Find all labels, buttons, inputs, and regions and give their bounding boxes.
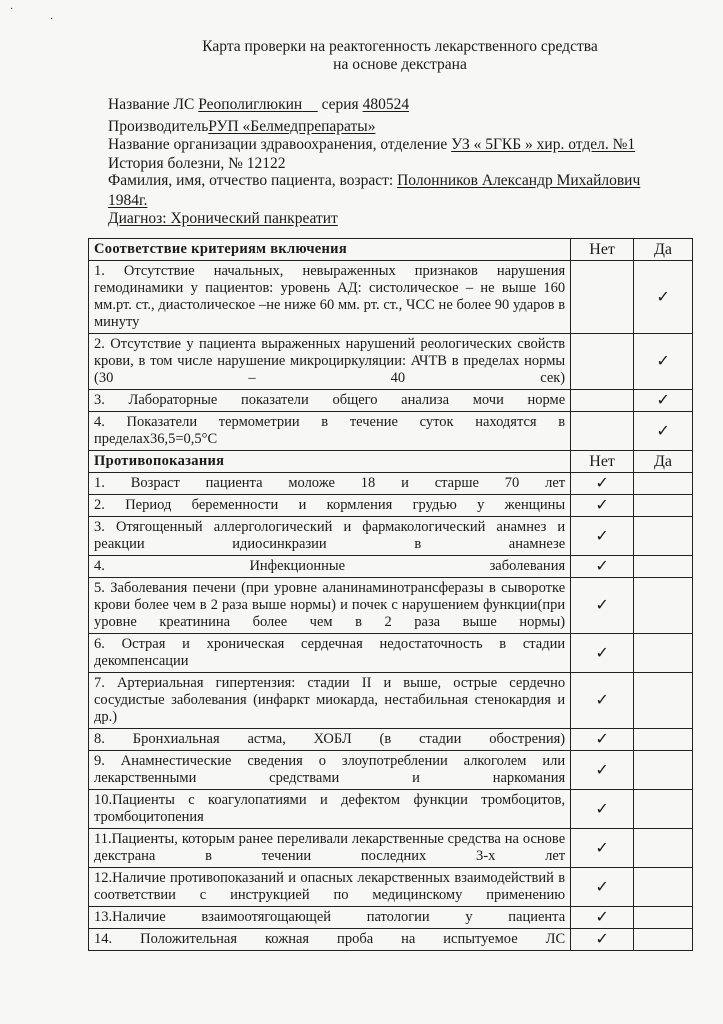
contraindication-yes-mark: [634, 868, 693, 907]
inclusion-row: [89, 261, 693, 334]
inclusion-header-row: [89, 239, 693, 261]
contraindication-row: [89, 751, 693, 790]
inclusion-row: [89, 334, 693, 390]
inclusion-row: [89, 412, 693, 451]
series-label: серия: [321, 96, 363, 113]
contraindication-yes-mark: [634, 556, 693, 578]
patient-line: [108, 172, 640, 190]
organization-value: УЗ « 5ГКБ » хир. отдел. №1: [451, 136, 636, 153]
contraindication-no-mark: ✓: [571, 929, 634, 951]
contraindication-text: 5. Заболевания печени (при уровне аланинаминотрансферазы в сыворотке крови более чем в 2 раза выше нормы) и почек с нарушением функции(при уровне креатинина более чем в 2 раза выше нормы): [89, 578, 571, 634]
inclusion-yes-mark: ✓: [634, 261, 693, 334]
patient-age: 1984г.: [108, 192, 148, 209]
contraindication-row: [89, 495, 693, 517]
contraindication-no-mark: ✓: [571, 495, 634, 517]
patient-name: Полонников Александр Михайлович: [397, 172, 641, 189]
contraindication-no-mark: ✓: [571, 517, 634, 556]
inclusion-text: 2. Отсутствие у пациента выраженных нарушений реологических свойств крови, в том числе нарушение микроциркуляции: АЧТВ в пределах нормы (30 – 40 сек): [89, 334, 571, 390]
drug-label: Название ЛС: [108, 96, 199, 113]
contraindication-no-mark: ✓: [571, 829, 634, 868]
manufacturer-line: [108, 118, 375, 136]
organization-label: Название организации здравоохранения, отделение: [108, 136, 452, 153]
inclusion-no-mark: [571, 390, 634, 412]
inclusion-yes-mark: ✓: [634, 412, 693, 451]
contraindication-yes-mark: [634, 578, 693, 634]
manufacturer-value: РУП «Белмедпрепараты»: [208, 118, 376, 135]
title-line-2: на основе декстрана: [333, 56, 467, 73]
diagnosis-label: Диагноз:: [108, 210, 171, 227]
contraindication-row: [89, 517, 693, 556]
contraindication-text: 9. Анамнестические сведения о злоупотреблении алкоголем или лекарственными средствами и наркомания: [89, 751, 571, 790]
contraindication-yes-mark: [634, 790, 693, 829]
contraindication-text: 12.Наличие противопоказаний и опасных лекарственных взаимодействий в соответствии с инструкцией по медицинскому применению: [89, 868, 571, 907]
manufacturer-label: Производитель: [108, 118, 209, 135]
contraindications-col-no: Нет: [571, 451, 634, 473]
inclusion-no-mark: [571, 261, 634, 334]
contraindication-yes-mark: [634, 517, 693, 556]
contraindication-no-mark: ✓: [571, 473, 634, 495]
scan-speck: ·: [50, 14, 54, 25]
inclusion-yes-mark: ✓: [634, 390, 693, 412]
contraindication-text: 11.Пациенты, которым ранее переливали лекарственные средства на основе декстрана в течении последних 3-х лет: [89, 829, 571, 868]
document-title: [0, 38, 723, 74]
inclusion-row: [89, 390, 693, 412]
contraindication-no-mark: ✓: [571, 907, 634, 929]
inclusion-text: 1. Отсутствие начальных, невыраженных признаков нарушения гемодинамики у пациентов: уровень АД: систолическое – не выше 160 мм.рт. ст., диастолическое –не ниже 60 мм. рт. ст., ЧСС не более 90 ударов в минуту: [89, 261, 571, 334]
contraindication-no-mark: ✓: [571, 556, 634, 578]
contraindication-row: [89, 829, 693, 868]
contraindication-text: 2. Период беременности и кормления грудью у женщины: [89, 495, 571, 517]
inclusion-no-mark: [571, 412, 634, 451]
drug-line: [108, 96, 409, 114]
contraindication-row: [89, 907, 693, 929]
contraindication-text: 13.Наличие взаимоотягощающей патологии у пациента: [89, 907, 571, 929]
contraindication-row: [89, 673, 693, 729]
inclusion-header: Соответствие критериям включения: [89, 239, 571, 261]
contraindication-row: [89, 790, 693, 829]
history-line: [108, 155, 286, 173]
criteria-table: [88, 238, 693, 951]
contraindication-row: [89, 556, 693, 578]
contraindication-row: [89, 578, 693, 634]
contraindication-row: [89, 729, 693, 751]
contraindication-text: 3. Отягощенный аллергологический и фармакологический анамнез и реакции идиосинкразии в анамнезе: [89, 517, 571, 556]
contraindication-text: 7. Артериальная гипертензия: стадии II и выше, острые сердечно сосудистые заболевания (инфаркт миокарда, нестабильная стенокардия и др.): [89, 673, 571, 729]
inclusion-section: [89, 239, 693, 451]
contraindication-yes-mark: [634, 634, 693, 673]
contraindications-header: Противопоказания: [89, 451, 571, 473]
contraindication-yes-mark: [634, 473, 693, 495]
contraindication-text: 10.Пациенты с коагулопатиями и дефектом функции тромбоцитов, тромбоцитопения: [89, 790, 571, 829]
contraindication-yes-mark: [634, 929, 693, 951]
contraindication-no-mark: ✓: [571, 751, 634, 790]
series-value: 480524: [362, 96, 410, 113]
contraindication-text: 4. Инфекционные заболевания: [89, 556, 571, 578]
patient-label: Фамилия, имя, отчество пациента, возраст:: [108, 172, 398, 189]
contraindication-no-mark: ✓: [571, 578, 634, 634]
diagnosis-value: Хронический панкреатит: [170, 210, 338, 227]
contraindication-yes-mark: [634, 729, 693, 751]
contraindication-text: 8. Бронхиальная астма, ХОБЛ (в стадии обострения): [89, 729, 571, 751]
contraindications-section: [89, 451, 693, 951]
contraindication-yes-mark: [634, 829, 693, 868]
contraindication-row: [89, 868, 693, 907]
contraindication-text: 1. Возраст пациента моложе 18 и старше 70 лет: [89, 473, 571, 495]
contraindications-col-yes: Да: [634, 451, 693, 473]
contraindication-row: [89, 473, 693, 495]
contraindication-yes-mark: [634, 907, 693, 929]
inclusion-text: 3. Лабораторные показатели общего анализа мочи норме: [89, 390, 571, 412]
inclusion-col-yes: Да: [634, 239, 693, 261]
contraindication-row: [89, 929, 693, 951]
inclusion-col-no: Нет: [571, 239, 634, 261]
contraindications-header-row: [89, 451, 693, 473]
inclusion-yes-mark: ✓: [634, 334, 693, 390]
organization-line: [108, 136, 635, 154]
drug-name: Реополиглюкин: [198, 96, 303, 113]
contraindication-no-mark: ✓: [571, 634, 634, 673]
diagnosis-line: [108, 210, 338, 228]
title-line-1: Карта проверки на реактогенность лекарственного средства: [202, 38, 598, 55]
contraindication-yes-mark: [634, 751, 693, 790]
scan-speck: ·: [10, 4, 14, 15]
inclusion-no-mark: [571, 334, 634, 390]
history-label: История болезни, № 12122: [108, 155, 286, 172]
patient-age-line: [108, 192, 147, 210]
inclusion-text: 4. Показатели термометрии в течение суток находятся в пределах36,5=0,5°С: [89, 412, 571, 451]
contraindication-yes-mark: [634, 495, 693, 517]
contraindication-text: 6. Острая и хроническая сердечная недостаточность в стадии декомпенсации: [89, 634, 571, 673]
contraindication-row: [89, 634, 693, 673]
contraindication-text: 14. Положительная кожная проба на испытуемое ЛС: [89, 929, 571, 951]
contraindication-yes-mark: [634, 673, 693, 729]
contraindication-no-mark: ✓: [571, 868, 634, 907]
contraindication-no-mark: ✓: [571, 673, 634, 729]
contraindication-no-mark: ✓: [571, 729, 634, 751]
contraindication-no-mark: ✓: [571, 790, 634, 829]
